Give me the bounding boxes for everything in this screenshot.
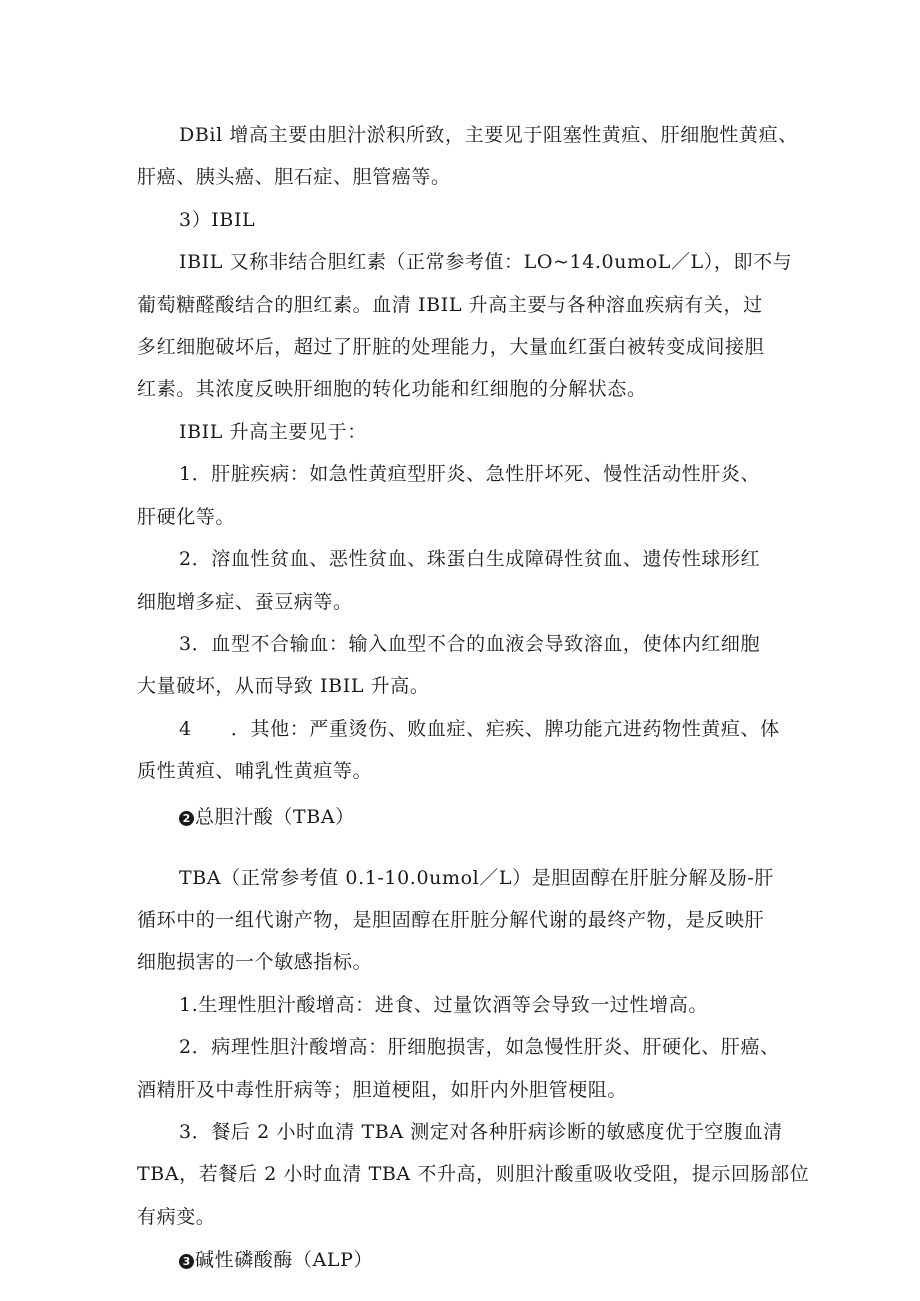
list-item-line: 质性黄疸、哺乳性黄疸等。 bbox=[137, 760, 373, 782]
paragraph-line: IBIL 又称非结合胆红素（正常参考值：LO~14.0umoL／L），即不与 bbox=[179, 251, 793, 273]
paragraph-line: 葡萄糖醛酸结合的胆红素。血清 IBIL 升高主要与各种溶血疾病有关，过 bbox=[137, 294, 763, 316]
list-item-line: 3．血型不合输血：输入血型不合的血液会导致溶血，使体内红细胞 bbox=[179, 633, 761, 655]
paragraph-line: 循环中的一组代谢产物，是胆固醇在肝脏分解代谢的最终产物，是反映肝 bbox=[137, 909, 765, 931]
list-item-line: 2．溶血性贫血、恶性贫血、珠蛋白生成障碍性贫血、遗传性球形红 bbox=[179, 548, 761, 570]
list-item-line: 肝硬化等。 bbox=[137, 506, 236, 528]
list-item-line: 1．肝脏疾病：如急性黄疸型肝炎、急性肝坏死、慢性活动性肝炎、 bbox=[179, 463, 761, 485]
list-item-line: TBA，若餐后 2 小时血清 TBA 不升高，则胆汁酸重吸收受阻，提示回肠部位 bbox=[137, 1163, 810, 1185]
heading-text: 碱性磷酸酶（ALP） bbox=[195, 1249, 374, 1271]
list-item-line: 4 ．其他：严重烫伤、败血症、疟疾、脾功能亢进药物性黄疸、体 bbox=[179, 718, 780, 740]
paragraph-line: TBA（正常参考值 0.1-10.0umol／L）是胆固醇在肝脏分解及肠-肝 bbox=[179, 867, 774, 889]
circled-number-icon: 2 bbox=[179, 811, 194, 826]
section-heading-tba bbox=[179, 796, 355, 838]
paragraph-line: 细胞损害的一个敏感指标。 bbox=[137, 951, 373, 973]
heading-text: 总胆汁酸（TBA） bbox=[195, 806, 355, 828]
list-item-line: 1.生理性胆汁酸增高：进食、过量饮酒等会导致一过性增高。 bbox=[179, 994, 708, 1016]
list-item-line: 2．病理性胆汁酸增高：肝细胞损害，如急慢性肝炎、肝硬化、肝癌、 bbox=[179, 1036, 780, 1058]
list-item-line: 酒精肝及中毒性肝病等；胆道梗阻，如肝内外胆管梗阻。 bbox=[137, 1079, 628, 1101]
paragraph-line: IBIL 升高主要见于： bbox=[179, 421, 367, 443]
list-item-line: 细胞增多症、蚕豆病等。 bbox=[137, 591, 353, 613]
paragraph-line: DBil 增高主要由胆汁淤积所致，主要见于阻塞性黄疸、肝细胞性黄疸、 bbox=[179, 124, 798, 146]
section-heading-alp bbox=[179, 1239, 373, 1281]
paragraph-line: 多红细胞破坏后，超过了肝脏的处理能力，大量血红蛋白被转变成间接胆 bbox=[137, 336, 765, 358]
list-item-line: 大量破坏，从而导致 IBIL 升高。 bbox=[137, 675, 430, 697]
paragraph-line: 红素。其浓度反映肝细胞的转化功能和红细胞的分解状态。 bbox=[137, 378, 647, 400]
list-item-line: 3．餐后 2 小时血清 TBA 测定对各种肝病诊断的敏感度优于空腹血清 bbox=[179, 1121, 783, 1143]
section-heading: 3）IBIL bbox=[179, 209, 256, 231]
list-item-line: 有病变。 bbox=[137, 1206, 216, 1228]
paragraph-line: 肝癌、胰头癌、胆石症、胆管癌等。 bbox=[137, 166, 451, 188]
circled-number-icon: 3 bbox=[179, 1254, 194, 1269]
